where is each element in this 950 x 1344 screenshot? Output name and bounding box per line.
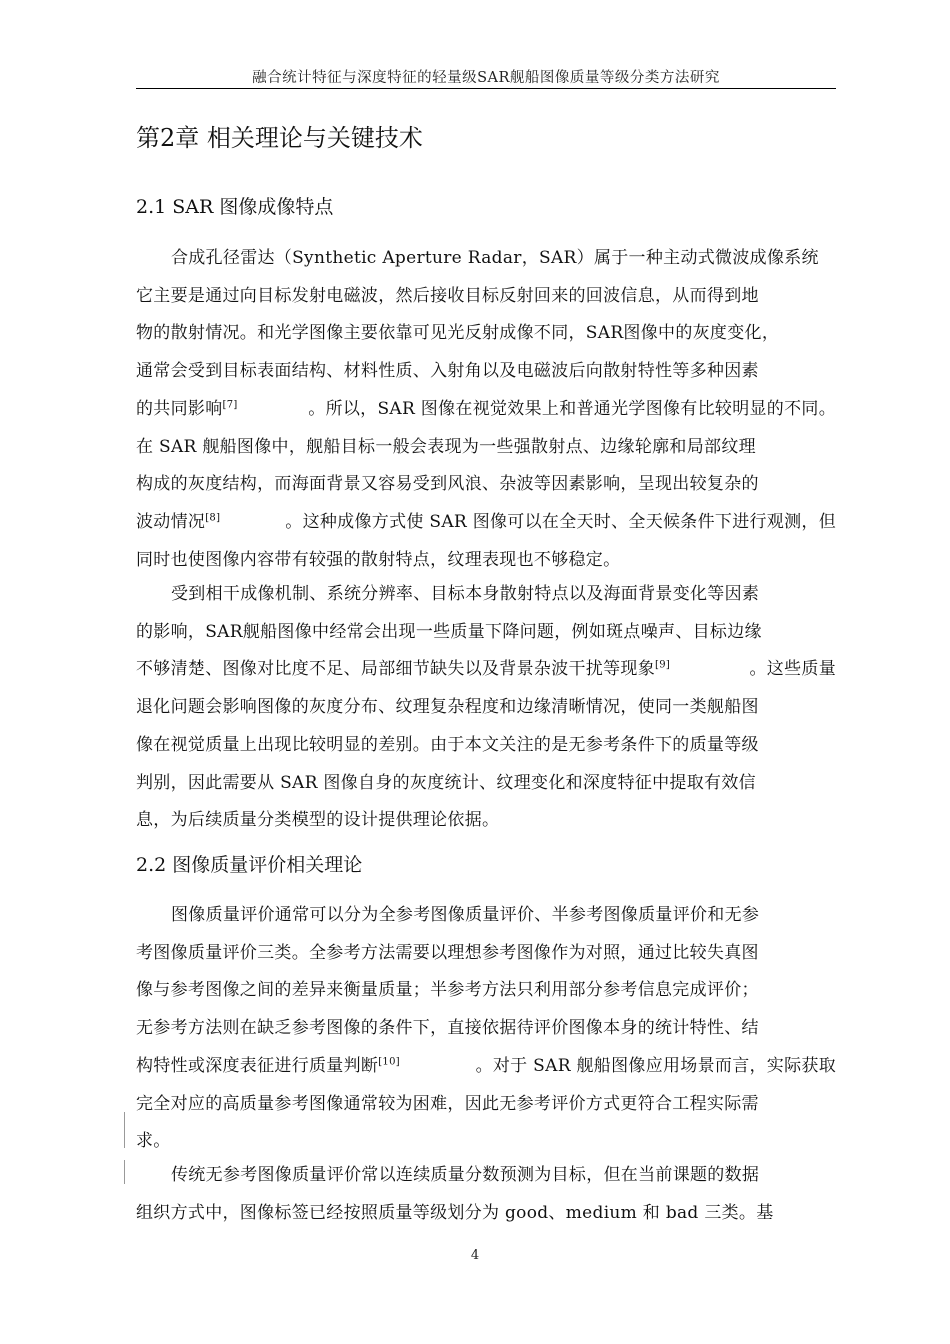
text-line xyxy=(136,768,836,793)
text-line xyxy=(136,394,836,419)
line-text: 合成孔径雷达（Synthetic Aperture Radar，SAR）属于一种主动式微波成像系统 xyxy=(171,248,819,268)
text-line xyxy=(171,243,836,268)
line-text: 传统无参考图像质量评价常以连续质量分数预测为目标，但在当前课题的数据 xyxy=(171,1165,760,1185)
text-line xyxy=(136,654,836,679)
line-text: 构成的灰度结构，而海面背景又容易受到风浪、杂波等因素影响，呈现出较复杂的 xyxy=(136,474,759,495)
text-line xyxy=(171,1160,836,1185)
margin-change-bar xyxy=(124,1112,125,1148)
running-header: 融合统计特征与深度特征的轻量级SAR舰船图像质量等级分类方法研究 xyxy=(252,70,720,86)
header-rule xyxy=(136,88,836,89)
line-text: 的共同影响[7] xyxy=(136,398,238,419)
text-line xyxy=(136,692,836,717)
line-text: 波动情况[8] xyxy=(136,511,221,532)
text-line xyxy=(136,318,836,343)
text-line xyxy=(171,900,836,925)
line-text: 判别，因此需要从 SAR 图像自身的灰度统计、纹理变化和深度特征中提取有效信 xyxy=(136,772,756,793)
text-line xyxy=(136,805,836,830)
line-text: 受到相干成像机制、系统分辨率、目标本身散射特点以及海面背景变化等因素 xyxy=(171,584,760,604)
text-line xyxy=(136,1089,836,1114)
line-text: 在 SAR 舰船图像中，舰船目标一般会表现为一些强散射点、边缘轮廓和局部纹理 xyxy=(136,436,756,457)
text-line xyxy=(136,545,836,570)
line-text: 图像质量评价通常可以分为全参考图像质量评价、半参考图像质量评价和无参 xyxy=(171,905,760,925)
text-line xyxy=(136,432,836,457)
citation-marker: [10] xyxy=(378,1056,400,1068)
line-text: 求。 xyxy=(136,1131,171,1152)
line-text: 完全对应的高质量参考图像通常较为困难，因此无参考评价方式更符合工程实际需 xyxy=(136,1093,759,1114)
section-title-2-1: 2.1 SAR 图像成像特点 xyxy=(136,196,334,218)
citation-marker: [8] xyxy=(205,512,221,524)
line-text-continued: 。这些质量 xyxy=(749,659,836,680)
line-text: 不够清楚、图像对比度不足、局部细节缺失以及背景杂波干扰等现象[9] xyxy=(136,659,671,680)
text-line xyxy=(136,730,836,755)
line-text: 退化问题会影响图像的灰度分布、纹理复杂程度和边缘清晰情况，使同一类舰船图 xyxy=(136,697,759,718)
text-line xyxy=(136,469,836,494)
line-text: 组织方式中，图像标签已经按照质量等级划分为 good、medium 和 bad 三类。基 xyxy=(136,1202,774,1223)
margin-change-bar xyxy=(124,1160,125,1184)
text-line xyxy=(136,1126,836,1151)
line-text: 息，为后续质量分类模型的设计提供理论依据。 xyxy=(136,810,500,831)
text-line xyxy=(136,1013,836,1038)
line-text: 无参考方法则在缺乏参考图像的条件下，直接依据待评价图像本身的统计特性、结 xyxy=(136,1018,759,1039)
line-text-continued: 。对于 SAR 舰船图像应用场景而言，实际获取 xyxy=(475,1055,836,1076)
text-line xyxy=(136,975,836,1000)
line-text: 物的散射情况。和光学图像主要依靠可见光反射成像不同，SAR图像中的灰度变化， xyxy=(136,323,780,344)
chapter-title: 第2章 相关理论与关键技术 xyxy=(136,124,423,152)
line-text: 的影响，SAR舰船图像中经常会出现一些质量下降问题，例如斑点噪声、目标边缘 xyxy=(136,621,762,642)
text-line xyxy=(136,938,836,963)
line-text: 通常会受到目标表面结构、材料性质、入射角以及电磁波后向散射特性等多种因素 xyxy=(136,361,759,382)
text-line xyxy=(171,579,836,604)
citation-marker: [9] xyxy=(655,659,671,671)
text-line xyxy=(136,617,836,642)
line-text-continued: 。所以，SAR 图像在视觉效果上和普通光学图像有比较明显的不同。 xyxy=(308,398,836,419)
text-line xyxy=(136,507,836,532)
text-line xyxy=(136,281,836,306)
line-text: 它主要是通过向目标发射电磁波，然后接收目标反射回来的回波信息，从而得到地 xyxy=(136,285,759,306)
line-text-continued: 。这种成像方式使 SAR 图像可以在全天时、全天候条件下进行观测，但 xyxy=(285,511,836,532)
line-text: 像与参考图像之间的差异来衡量质量；半参考方法只利用部分参考信息完成评价； xyxy=(136,980,759,1001)
text-line xyxy=(136,1051,836,1076)
text-line xyxy=(136,356,836,381)
line-text: 考图像质量评价三类。全参考方法需要以理想参考图像作为对照，通过比较失真图 xyxy=(136,942,759,963)
text-line xyxy=(136,1198,836,1223)
line-text: 同时也使图像内容带有较强的散射特点，纹理表现也不够稳定。 xyxy=(136,549,621,570)
citation-marker: [7] xyxy=(222,399,238,411)
section-title-2-2: 2.2 图像质量评价相关理论 xyxy=(136,854,363,876)
line-text: 构特性或深度表征进行质量判断[10] xyxy=(136,1055,400,1076)
page-number: 4 xyxy=(470,1248,480,1263)
line-text: 像在视觉质量上出现比较明显的差别。由于本文关注的是无参考条件下的质量等级 xyxy=(136,734,759,755)
